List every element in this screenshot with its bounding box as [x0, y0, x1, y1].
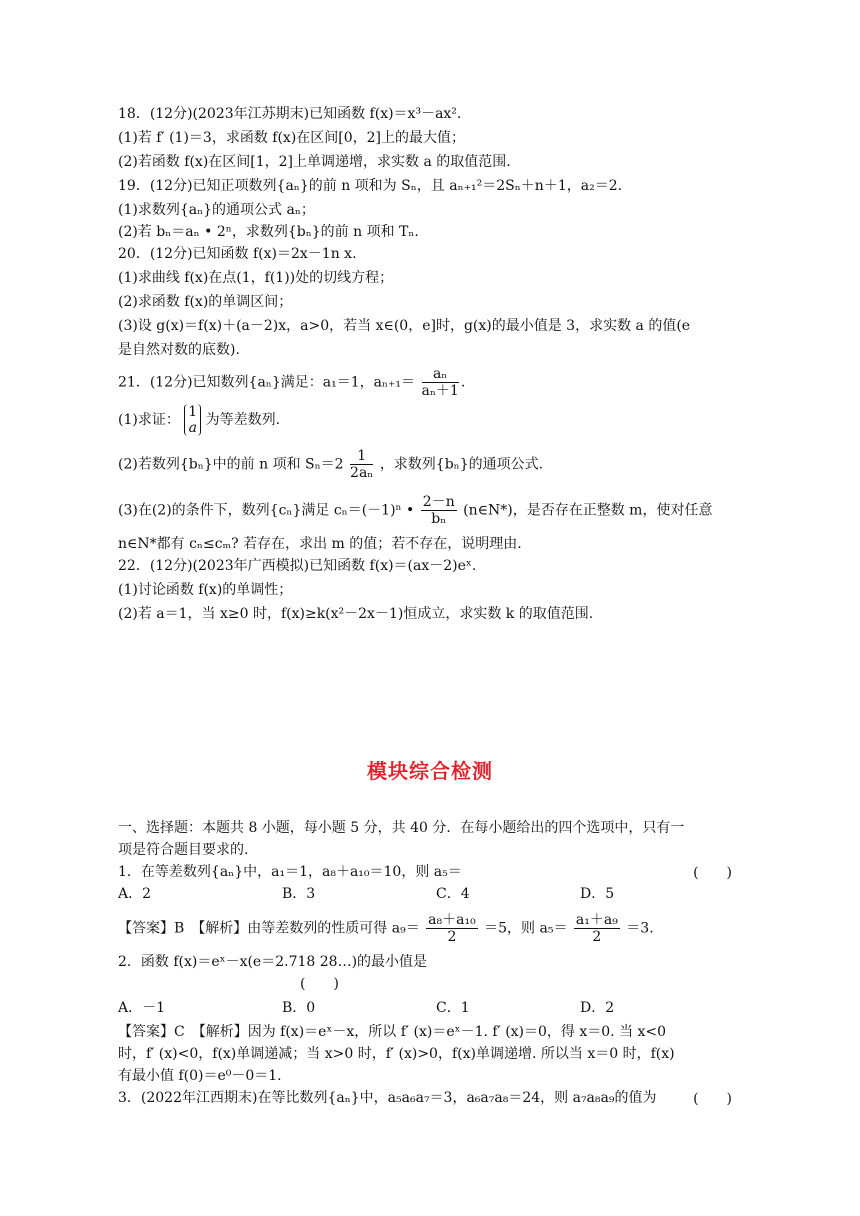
- cn-denominator: bₙ: [431, 511, 447, 527]
- q2-stem: 2．函数 f(x)＝eˣ－x(e＝2.718 28…)的最小值是: [118, 954, 428, 970]
- sn-numerator: 1: [350, 448, 373, 465]
- problem-21-q1-pre: (1)求证：: [118, 412, 180, 428]
- q2-option-c: C．1: [436, 1000, 470, 1016]
- q1-answer-pre: 【答案】B 【解析】由等差数列的性质可得 a₉＝: [118, 920, 420, 937]
- problem-20-q3-line1: (3)设 g(x)＝f(x)＋(a－2)x，a>0，若当 x∈(0，e]时，g(x)的最小值是 3，求实数 a 的值(e: [118, 318, 691, 334]
- q1-answer-post: ＝3.: [626, 920, 654, 937]
- set-bottom: a: [188, 420, 197, 436]
- q1-fraction-1-numerator: a₈＋a₁₀: [428, 912, 476, 928]
- q3-stem: 3．(2022年江西期末)在等比数列{aₙ}中，a₅a₆a₇＝3，a₆a₇a₈＝24，则 a₇a₈a₉的值为: [118, 1090, 657, 1106]
- cn-numerator: 2－n: [422, 494, 455, 510]
- q1-answer-blank: ( ): [693, 865, 732, 881]
- sn-denominator: 2aₙ: [350, 465, 374, 481]
- problem-18-q1: (1)若 f′ (1)＝3，求函数 f(x)在区间[0，2]上的最大值；: [118, 130, 466, 146]
- q1-option-b: B．3: [282, 886, 316, 902]
- problem-20-q1: (1)求曲线 f(x)在点(1，f(1))处的切线方程；: [118, 270, 394, 286]
- problem-20-q2: (2)求函数 f(x)的单调区间；: [118, 294, 293, 310]
- recurrence-numerator: aₙ: [422, 366, 459, 383]
- q1-fraction-1-denominator: 2: [447, 929, 457, 945]
- problem-22-head: 22．(12分)(2023年广西模拟)已知函数 f(x)＝(ax－2)eˣ.: [118, 558, 477, 574]
- set-top: 1: [188, 404, 198, 420]
- q2-option-d: D．2: [580, 1000, 615, 1016]
- set-bracket: [184, 404, 201, 436]
- q1-fraction-2-numerator: a₁＋a₉: [575, 912, 618, 928]
- q2-answer-line2: 时，f′ (x)<0，f(x)单调递减；当 x>0 时，f′ (x)>0，f(x)单调递增. 所以当 x＝0 时，f(x): [118, 1046, 675, 1062]
- problem-21-q1: [118, 404, 280, 436]
- q1-answer: [118, 912, 654, 945]
- section-intro-line1: 一、选择题：本题共 8 小题，每小题 5 分，共 40 分．在每小题给出的四个选项中，只有一: [118, 820, 685, 836]
- q1-option-d: D．5: [580, 886, 615, 902]
- q1-option-a: A．2: [118, 886, 152, 902]
- q1-answer-mid: ＝5，则 a₅＝: [484, 920, 568, 937]
- problem-20-head: 20．(12分)已知函数 f(x)＝2x－1n x.: [118, 246, 357, 262]
- q2-answer-line3: 有最小值 f(0)＝e⁰－0＝1.: [118, 1068, 282, 1084]
- problem-18-q2: (2)若函数 f(x)在区间[1，2]上单调递增，求实数 a 的取值范围.: [118, 154, 511, 170]
- q1-fraction-1: [426, 912, 478, 945]
- problem-19-q1: (1)求数列{aₙ}的通项公式 aₙ；: [118, 202, 315, 218]
- sn-fraction: [350, 448, 373, 481]
- problem-21-q3-pre: (3)在(2)的条件下，数列{cₙ}满足 cₙ＝(－1)ⁿ •: [118, 502, 415, 519]
- problem-21-q2-post: ，求数列{bₙ}的通项公式.: [379, 456, 544, 473]
- recurrence-fraction: [422, 366, 459, 399]
- problem-21-q3-post: (n∈N*)，是否存在正整数 m，使对任意: [463, 502, 713, 519]
- recurrence-denominator: aₙ＋1: [421, 383, 459, 399]
- q1-stem: 1．在等差数列{aₙ}中，a₁＝1，a₈＋a₁₀＝10，则 a₅＝: [118, 864, 462, 880]
- problem-21-q3-line2: n∈N*都有 cₙ≤cₘ? 若存在，求出 m 的值；若不存在，说明理由.: [118, 536, 522, 552]
- q2-answer-blank: ( ): [300, 976, 339, 992]
- q1-fraction-2-denominator: 2: [592, 929, 602, 945]
- cn-fraction: [421, 494, 457, 527]
- problem-21-q3: [118, 494, 712, 527]
- q1-option-c: C．4: [436, 886, 470, 902]
- problem-19-head: 19．(12分)已知正项数列{aₙ}的前 n 项和为 Sₙ，且 aₙ₊₁²＝2Sₙ＋n＋1，a₂＝2.: [118, 178, 623, 194]
- q2-option-b: B．0: [282, 1000, 316, 1016]
- q2-option-a: A．－1: [118, 1000, 166, 1016]
- section-title: 模块综合检测: [367, 759, 493, 783]
- problem-20-q3-line2: 是自然对数的底数).: [118, 342, 240, 358]
- problem-22-q2: (2)若 a＝1，当 x≥0 时，f(x)≥k(x²－2x－1)恒成立，求实数 k 的取值范围.: [118, 606, 594, 622]
- problem-22-q1: (1)讨论函数 f(x)的单调性；: [118, 582, 293, 598]
- problem-21-q2-pre: (2)若数列{bₙ}中的前 n 项和 Sₙ＝2: [118, 456, 344, 473]
- problem-21-q1-post: 为等差数列.: [205, 412, 281, 428]
- q3-answer-blank: ( ): [693, 1091, 732, 1107]
- problem-18-head: 18．(12分)(2023年江苏期末)已知函数 f(x)＝x³－ax².: [118, 106, 462, 122]
- problem-21-head-text: 21．(12分)已知数列{aₙ}满足：a₁＝1，aₙ₊₁＝: [118, 374, 416, 391]
- problem-21-head: 21．(12分)已知数列{aₙ}满足：a₁＝1，aₙ₊₁＝ $\frac{\text{aₙ}}{\text{aₙ＋1}}$ .: [118, 366, 466, 399]
- section-intro-line2: 项是符合题目要求的.: [118, 842, 249, 858]
- problem-19-q2: (2)若 bₙ＝aₙ • 2ⁿ，求数列{bₙ}的前 n 项和 Tₙ.: [118, 224, 419, 240]
- problem-21-q2: [118, 448, 543, 481]
- q1-fraction-2: [574, 912, 620, 945]
- q2-answer-line1: 【答案】C 【解析】因为 f(x)＝eˣ－x，所以 f′ (x)＝eˣ－1. f′ (x)＝0，得 x＝0. 当 x<0: [118, 1024, 667, 1040]
